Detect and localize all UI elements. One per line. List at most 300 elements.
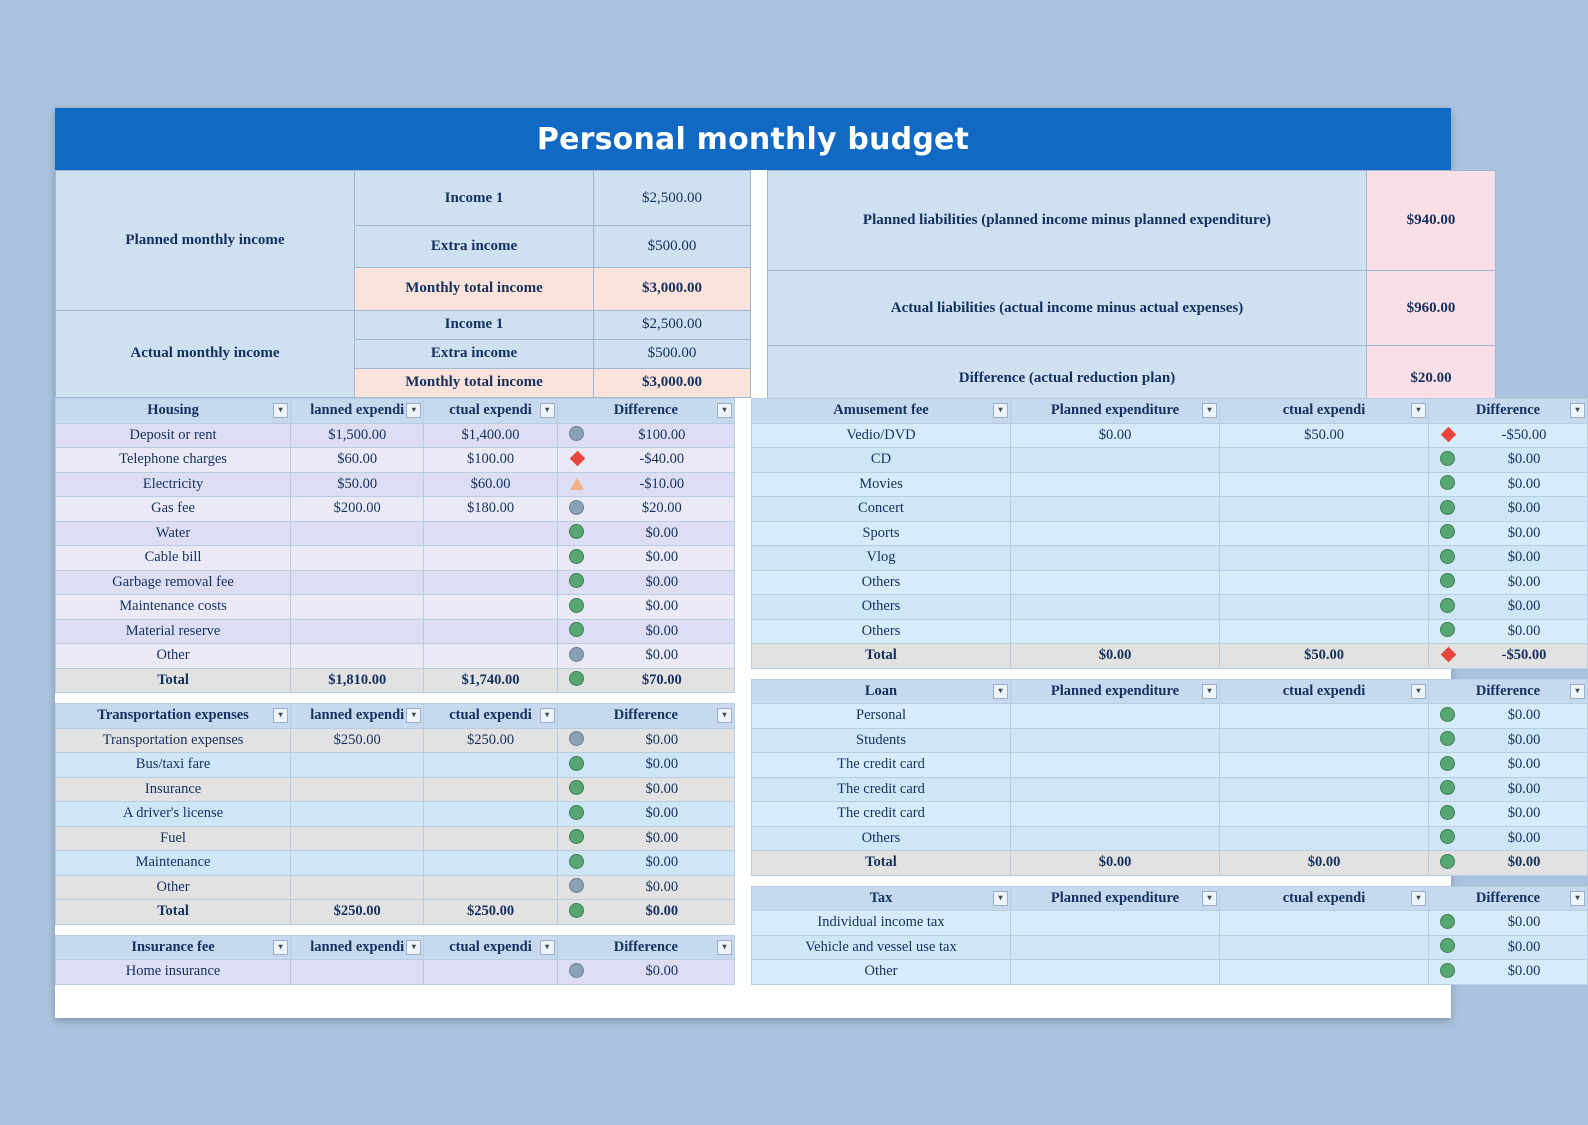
- status-green-icon: [1440, 475, 1455, 490]
- status-green-icon: [569, 829, 584, 844]
- table-row[interactable]: [56, 826, 735, 851]
- row-planned[interactable]: [1011, 472, 1220, 497]
- row-difference: [557, 521, 734, 546]
- row-difference-value: $0.00: [645, 573, 679, 590]
- row-label: Transportation expenses: [56, 728, 291, 753]
- row-label: Other: [752, 960, 1011, 985]
- row-planned[interactable]: [291, 644, 424, 669]
- table-row[interactable]: [752, 497, 1588, 522]
- table-row[interactable]: [56, 960, 735, 985]
- table-row[interactable]: [56, 777, 735, 802]
- insurance-difference-header[interactable]: [557, 935, 734, 960]
- table-row[interactable]: [56, 570, 735, 595]
- status-green-icon: [569, 756, 584, 771]
- income-summary-table: [55, 170, 751, 398]
- planned-income-1-label: Income 1: [355, 171, 594, 226]
- filter-icon[interactable]: ▾: [1202, 684, 1217, 699]
- status-green-icon: [569, 780, 584, 795]
- filter-icon[interactable]: ▾: [1411, 684, 1426, 699]
- status-red-diamond-icon: [1441, 647, 1457, 663]
- amusement-actual-label: ctual expendi: [1282, 402, 1366, 419]
- row-difference-value: $0.00: [645, 829, 679, 846]
- status-green-icon: [1440, 756, 1455, 771]
- row-difference-value: $0.00: [1507, 805, 1541, 822]
- row-actual[interactable]: $100.00: [424, 448, 557, 473]
- housing-rows: [56, 423, 735, 668]
- difference-value: $20.00: [1367, 346, 1496, 411]
- row-actual[interactable]: [424, 851, 557, 876]
- transportation-difference-header[interactable]: [557, 704, 734, 729]
- planned-extra-income-value: $500.00: [594, 226, 751, 268]
- table-row[interactable]: [752, 472, 1588, 497]
- row-difference-value: $0.00: [1507, 451, 1541, 468]
- status-green-icon: [1440, 731, 1455, 746]
- row-planned[interactable]: [1011, 728, 1220, 753]
- row-difference: [557, 777, 734, 802]
- filter-icon[interactable]: ▾: [1570, 403, 1585, 418]
- loan-total-difference: [1429, 851, 1588, 876]
- row-planned[interactable]: [291, 570, 424, 595]
- loan-actual-header[interactable]: [1220, 679, 1429, 704]
- row-planned[interactable]: [291, 595, 424, 620]
- table-row[interactable]: [56, 472, 735, 497]
- row-actual[interactable]: $50.00: [1220, 423, 1429, 448]
- table-row[interactable]: [56, 644, 735, 669]
- row-label: Sports: [752, 521, 1011, 546]
- row-label: Maintenance: [56, 851, 291, 876]
- row-planned[interactable]: [291, 851, 424, 876]
- loan-rows: [752, 704, 1588, 851]
- housing-planned-label: lanned expendi: [310, 402, 405, 419]
- row-planned[interactable]: [1011, 802, 1220, 827]
- amusement-table: [751, 398, 1588, 669]
- housing-total-planned: $1,810.00: [291, 668, 424, 693]
- transportation-rows: [56, 728, 735, 900]
- filter-icon[interactable]: ▾: [540, 708, 555, 723]
- row-label: Others: [752, 570, 1011, 595]
- insurance-header-label: Insurance fee: [131, 938, 215, 955]
- row-planned[interactable]: [1011, 521, 1220, 546]
- status-green-icon: [569, 549, 584, 564]
- insurance-header[interactable]: [56, 935, 291, 960]
- amusement-header[interactable]: [752, 399, 1011, 424]
- table-row[interactable]: [752, 960, 1588, 985]
- row-difference-value: $0.00: [645, 854, 679, 871]
- row-difference-value: $0.00: [645, 805, 679, 822]
- housing-total-difference: [557, 668, 734, 693]
- row-actual[interactable]: [1220, 472, 1429, 497]
- row-actual[interactable]: [1220, 777, 1429, 802]
- row-difference: [1429, 753, 1588, 778]
- row-planned[interactable]: [291, 619, 424, 644]
- row-difference-value: $0.00: [645, 647, 679, 664]
- summary-section: [55, 170, 1456, 398]
- row-label: Material reserve: [56, 619, 291, 644]
- filter-icon[interactable]: ▾: [273, 940, 288, 955]
- row-planned[interactable]: [1011, 619, 1220, 644]
- amusement-total-planned: $0.00: [1011, 644, 1220, 669]
- row-planned[interactable]: [1011, 497, 1220, 522]
- actual-extra-income-value: $500.00: [594, 339, 751, 368]
- status-green-icon: [569, 671, 584, 686]
- row-planned[interactable]: [291, 826, 424, 851]
- table-row[interactable]: [752, 777, 1588, 802]
- table-row[interactable]: [56, 802, 735, 827]
- table-row[interactable]: [752, 802, 1588, 827]
- row-actual[interactable]: [424, 777, 557, 802]
- row-actual[interactable]: [1220, 753, 1429, 778]
- row-planned[interactable]: [1011, 826, 1220, 851]
- insurance-planned-header[interactable]: [291, 935, 424, 960]
- row-label: Vedio/DVD: [752, 423, 1011, 448]
- filter-icon[interactable]: ▾: [717, 708, 732, 723]
- status-red-diamond-icon: [1441, 426, 1457, 442]
- planned-extra-income-label: Extra income: [355, 226, 594, 268]
- row-difference-value: $100.00: [638, 426, 686, 443]
- row-label: Others: [752, 826, 1011, 851]
- filter-icon[interactable]: ▾: [993, 891, 1008, 906]
- status-green-icon: [569, 903, 584, 918]
- table-row[interactable]: [752, 935, 1588, 960]
- budget-tables-area: [55, 398, 1580, 1018]
- status-green-icon: [569, 524, 584, 539]
- row-planned[interactable]: [291, 546, 424, 571]
- transportation-total-planned: $250.00: [291, 900, 424, 925]
- loan-header-label: Loan: [864, 682, 898, 699]
- row-actual[interactable]: [1220, 448, 1429, 473]
- loan-total-diff-value: $0.00: [1507, 854, 1541, 871]
- row-actual[interactable]: [424, 644, 557, 669]
- row-label: Water: [56, 521, 291, 546]
- amusement-total-difference: [1429, 644, 1588, 669]
- tax-actual-header[interactable]: [1220, 886, 1429, 911]
- status-green-icon: [1440, 780, 1455, 795]
- filter-icon[interactable]: ▾: [273, 708, 288, 723]
- row-actual[interactable]: [1220, 497, 1429, 522]
- status-orange-triangle-icon: [570, 478, 584, 490]
- table-row[interactable]: [752, 911, 1588, 936]
- row-difference: [557, 619, 734, 644]
- tax-planned-label: Planned expenditure: [1050, 889, 1180, 906]
- row-actual[interactable]: $1,400.00: [424, 423, 557, 448]
- filter-icon[interactable]: ▾: [406, 403, 421, 418]
- housing-difference-label: Difference: [613, 402, 678, 419]
- status-green-icon: [569, 622, 584, 637]
- row-difference-value: -$40.00: [639, 451, 685, 468]
- status-green-icon: [569, 854, 584, 869]
- row-difference: [1429, 802, 1588, 827]
- status-green-icon: [1440, 500, 1455, 515]
- transportation-planned-label: lanned expendi: [310, 707, 405, 724]
- table-row[interactable]: [56, 423, 735, 448]
- filter-icon[interactable]: ▾: [1570, 891, 1585, 906]
- housing-difference-header[interactable]: [557, 399, 734, 424]
- row-difference: [1429, 472, 1588, 497]
- row-difference-value: $0.00: [1507, 500, 1541, 517]
- row-planned[interactable]: [291, 753, 424, 778]
- planned-total-income-label: Monthly total income: [355, 268, 594, 310]
- row-actual[interactable]: [1220, 935, 1429, 960]
- row-actual[interactable]: [424, 875, 557, 900]
- row-planned[interactable]: $60.00: [291, 448, 424, 473]
- table-row[interactable]: [56, 546, 735, 571]
- table-row[interactable]: [56, 728, 735, 753]
- amusement-actual-header[interactable]: [1220, 399, 1429, 424]
- filter-icon[interactable]: ▾: [1411, 891, 1426, 906]
- row-planned[interactable]: $0.00: [1011, 423, 1220, 448]
- filter-icon[interactable]: ▾: [540, 940, 555, 955]
- filter-icon[interactable]: ▾: [540, 403, 555, 418]
- transportation-header[interactable]: [56, 704, 291, 729]
- filter-icon[interactable]: ▾: [406, 708, 421, 723]
- table-row[interactable]: [752, 595, 1588, 620]
- filter-icon[interactable]: ▾: [717, 403, 732, 418]
- row-actual[interactable]: [424, 960, 557, 985]
- row-planned[interactable]: [1011, 546, 1220, 571]
- transportation-total-difference: [557, 900, 734, 925]
- row-difference-value: $0.00: [1507, 598, 1541, 615]
- table-row[interactable]: [752, 728, 1588, 753]
- row-actual[interactable]: [1220, 619, 1429, 644]
- row-difference-value: $0.00: [1507, 524, 1541, 541]
- amusement-total-diff-value: -$50.00: [1501, 647, 1547, 664]
- tax-actual-label: ctual expendi: [1282, 889, 1366, 906]
- row-label: Students: [752, 728, 1011, 753]
- row-difference: [557, 546, 734, 571]
- status-green-icon: [1440, 707, 1455, 722]
- housing-actual-label: ctual expendi: [449, 402, 532, 419]
- spreadsheet-sheet: [55, 108, 1580, 1018]
- table-row[interactable]: [752, 619, 1588, 644]
- status-gray-icon: [569, 647, 584, 662]
- transportation-total-actual: $250.00: [424, 900, 557, 925]
- row-planned[interactable]: [1011, 595, 1220, 620]
- filter-icon[interactable]: ▾: [993, 684, 1008, 699]
- row-label: Personal: [752, 704, 1011, 729]
- table-row[interactable]: [752, 546, 1588, 571]
- row-difference-value: $0.00: [1507, 475, 1541, 492]
- table-row[interactable]: [56, 497, 735, 522]
- amusement-planned-header[interactable]: [1011, 399, 1220, 424]
- row-planned[interactable]: $1,500.00: [291, 423, 424, 448]
- row-difference: [1429, 777, 1588, 802]
- row-actual[interactable]: $60.00: [424, 472, 557, 497]
- right-column: [751, 398, 1580, 1018]
- row-planned[interactable]: [1011, 911, 1220, 936]
- row-planned[interactable]: [291, 960, 424, 985]
- transportation-total-label: Total: [56, 900, 291, 925]
- table-row[interactable]: [56, 448, 735, 473]
- row-planned[interactable]: [1011, 935, 1220, 960]
- loan-difference-header[interactable]: [1429, 679, 1588, 704]
- housing-planned-header[interactable]: [291, 399, 424, 424]
- loan-total-actual: $0.00: [1220, 851, 1429, 876]
- table-row[interactable]: [752, 448, 1588, 473]
- row-planned[interactable]: $200.00: [291, 497, 424, 522]
- row-actual[interactable]: [424, 521, 557, 546]
- actual-total-income-label: Monthly total income: [355, 368, 594, 397]
- row-label: Vehicle and vessel use tax: [752, 935, 1011, 960]
- row-difference-value: $0.00: [1507, 731, 1541, 748]
- row-actual[interactable]: $250.00: [424, 728, 557, 753]
- table-row[interactable]: [56, 753, 735, 778]
- row-difference: [557, 960, 734, 985]
- amusement-total-row: [752, 644, 1588, 669]
- table-header-row: [56, 399, 735, 424]
- row-actual[interactable]: [424, 753, 557, 778]
- row-actual[interactable]: [1220, 521, 1429, 546]
- table-row[interactable]: [56, 595, 735, 620]
- row-actual[interactable]: [424, 826, 557, 851]
- table-row[interactable]: [56, 851, 735, 876]
- planned-liabilities-value: $940.00: [1367, 171, 1496, 271]
- loan-header[interactable]: [752, 679, 1011, 704]
- row-difference-value: -$50.00: [1501, 426, 1547, 443]
- row-planned[interactable]: [291, 875, 424, 900]
- amusement-difference-header[interactable]: [1429, 399, 1588, 424]
- row-actual[interactable]: [1220, 595, 1429, 620]
- row-actual[interactable]: [424, 595, 557, 620]
- row-difference: [557, 851, 734, 876]
- row-actual[interactable]: $180.00: [424, 497, 557, 522]
- row-actual[interactable]: [1220, 826, 1429, 851]
- tax-header[interactable]: [752, 886, 1011, 911]
- row-label: Movies: [752, 472, 1011, 497]
- row-label: Fuel: [56, 826, 291, 851]
- insurance-actual-header[interactable]: [424, 935, 557, 960]
- table-row[interactable]: [752, 521, 1588, 546]
- table-row[interactable]: [752, 826, 1588, 851]
- housing-actual-header[interactable]: [424, 399, 557, 424]
- transportation-actual-header[interactable]: [424, 704, 557, 729]
- difference-label: Difference (actual reduction plan): [768, 346, 1367, 411]
- row-difference-value: $0.00: [645, 878, 679, 895]
- table-header-row: [56, 935, 735, 960]
- housing-total-diff-value: $70.00: [641, 671, 682, 688]
- status-green-icon: [1440, 524, 1455, 539]
- row-difference: [1429, 619, 1588, 644]
- row-label: Others: [752, 595, 1011, 620]
- row-difference: [1429, 960, 1588, 985]
- row-planned[interactable]: [1011, 704, 1220, 729]
- status-green-icon: [569, 805, 584, 820]
- row-actual[interactable]: [424, 570, 557, 595]
- row-planned[interactable]: [1011, 777, 1220, 802]
- row-label: A driver's license: [56, 802, 291, 827]
- filter-icon[interactable]: ▾: [273, 403, 288, 418]
- row-label: Telephone charges: [56, 448, 291, 473]
- table-row[interactable]: [752, 704, 1588, 729]
- filter-icon[interactable]: ▾: [1570, 684, 1585, 699]
- loan-total-label: Total: [752, 851, 1011, 876]
- row-planned[interactable]: [1011, 960, 1220, 985]
- row-actual[interactable]: [1220, 570, 1429, 595]
- row-actual[interactable]: [1220, 960, 1429, 985]
- filter-icon[interactable]: ▾: [406, 940, 421, 955]
- actual-total-income-value: $3,000.00: [594, 368, 751, 397]
- filter-icon[interactable]: ▾: [993, 403, 1008, 418]
- left-column: [55, 398, 735, 1018]
- transportation-planned-header[interactable]: [291, 704, 424, 729]
- row-difference-value: $0.00: [645, 756, 679, 773]
- row-planned[interactable]: [1011, 448, 1220, 473]
- row-difference: [1429, 497, 1588, 522]
- filter-icon[interactable]: ▾: [1411, 403, 1426, 418]
- row-difference: [557, 728, 734, 753]
- table-row[interactable]: [56, 619, 735, 644]
- row-difference-value: $0.00: [1507, 938, 1541, 955]
- transportation-table: [55, 703, 735, 925]
- row-planned[interactable]: [1011, 753, 1220, 778]
- transportation-header-label: Transportation expenses: [97, 707, 249, 724]
- row-planned[interactable]: $50.00: [291, 472, 424, 497]
- row-planned[interactable]: $250.00: [291, 728, 424, 753]
- tax-difference-header[interactable]: [1429, 886, 1588, 911]
- row-label: The credit card: [752, 777, 1011, 802]
- filter-icon[interactable]: ▾: [717, 940, 732, 955]
- row-difference: [1429, 704, 1588, 729]
- status-gray-icon: [569, 500, 584, 515]
- planned-liabilities-label: Planned liabilities (planned income minus planned expenditure): [768, 171, 1367, 271]
- actual-extra-income-label: Extra income: [355, 339, 594, 368]
- row-actual[interactable]: [1220, 728, 1429, 753]
- row-actual[interactable]: [1220, 546, 1429, 571]
- housing-header-label: Housing: [147, 402, 199, 419]
- row-actual[interactable]: [424, 802, 557, 827]
- status-green-icon: [1440, 938, 1455, 953]
- table-row[interactable]: [752, 753, 1588, 778]
- row-difference: [557, 595, 734, 620]
- row-difference: [1429, 826, 1588, 851]
- row-label: The credit card: [752, 802, 1011, 827]
- row-actual[interactable]: [1220, 704, 1429, 729]
- row-planned[interactable]: [291, 802, 424, 827]
- amusement-rows: [752, 423, 1588, 644]
- row-planned[interactable]: [291, 777, 424, 802]
- row-planned[interactable]: [1011, 570, 1220, 595]
- status-green-icon: [569, 598, 584, 613]
- loan-planned-header[interactable]: [1011, 679, 1220, 704]
- row-actual[interactable]: [424, 619, 557, 644]
- row-planned[interactable]: [291, 521, 424, 546]
- row-actual[interactable]: [1220, 911, 1429, 936]
- row-difference: [557, 570, 734, 595]
- filter-icon[interactable]: ▾: [1202, 891, 1217, 906]
- row-difference-value: $0.00: [645, 549, 679, 566]
- row-actual[interactable]: [424, 546, 557, 571]
- row-difference: [557, 472, 734, 497]
- housing-total-actual: $1,740.00: [424, 668, 557, 693]
- status-gray-icon: [569, 426, 584, 441]
- row-difference: [1429, 595, 1588, 620]
- table-row[interactable]: [752, 570, 1588, 595]
- table-row[interactable]: [752, 423, 1588, 448]
- row-actual[interactable]: [1220, 802, 1429, 827]
- actual-income-1-label: Income 1: [355, 310, 594, 339]
- row-difference: [1429, 935, 1588, 960]
- insurance-planned-label: lanned expendi: [310, 938, 405, 955]
- status-gray-icon: [569, 963, 584, 978]
- table-row[interactable]: [56, 875, 735, 900]
- table-row[interactable]: [56, 521, 735, 546]
- filter-icon[interactable]: ▾: [1202, 403, 1217, 418]
- insurance-table: [55, 935, 735, 985]
- row-label: Electricity: [56, 472, 291, 497]
- tax-planned-header[interactable]: [1011, 886, 1220, 911]
- housing-header[interactable]: [56, 399, 291, 424]
- status-green-icon: [1440, 598, 1455, 613]
- transportation-total-diff-value: $0.00: [645, 903, 679, 920]
